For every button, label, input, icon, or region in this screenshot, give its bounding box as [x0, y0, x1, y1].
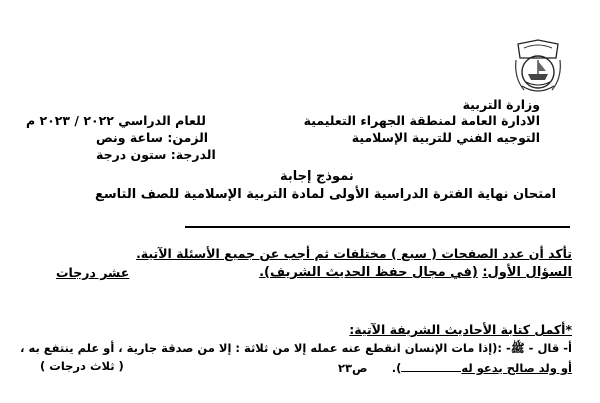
page-reference: ص٢٣: [338, 361, 368, 375]
question-1-points: عشر درجات: [56, 265, 130, 280]
hadith-line-2-text: أو ولد صالح يدعو له: [461, 361, 572, 375]
kuwait-emblem-icon: [512, 38, 564, 100]
region-name: الادارة العامة لمنطقة الجهراء التعليمية: [303, 113, 540, 128]
hadith-line-1: أ- قال - ﷺ- :(إذا مات الإنسان انقطع عنه عمله إلا من ثلاثة : إلا من صدقة جارية ، أو علم ينتفع به ،: [20, 341, 572, 355]
section-heading: *أكمل كتابة الأحاديث الشريفة الآتية:: [349, 322, 572, 337]
academic-year: للعام الدراسي ٢٠٢٢ / ٢٠٢٣ م: [26, 113, 206, 128]
answer-blank: [401, 370, 461, 372]
total-grade: الدرجة: ستون درجة: [96, 147, 216, 162]
question-1-topic: (في مجال حفظ الحديث الشريف).: [259, 265, 478, 280]
instructions: تأكد أن عدد الصفحات ( سبع ) مختلفات ثم أجب عن جميع الأسئلة الآتية.: [136, 246, 572, 261]
hadith-close: ).: [391, 361, 402, 375]
exam-duration: الزمن: ساعة ونص: [96, 130, 209, 145]
exam-title: امتحان نهاية الفترة الدراسية الأولى لمادة التربية الإسلامية للصف التاسع: [95, 187, 557, 202]
guidance-name: التوجيه الفني للتربية الإسلامية: [351, 130, 540, 145]
question-1-label: السؤال الأول:: [482, 265, 572, 280]
header-divider: [185, 226, 570, 228]
hadith-line-2: [392, 362, 572, 375]
question-1: [259, 266, 572, 281]
answer-model-title: نموذج إجابة: [280, 169, 354, 184]
section-points: ( ثلاث درجات ): [40, 359, 124, 373]
ministry-name: وزارة التربية: [462, 97, 540, 112]
